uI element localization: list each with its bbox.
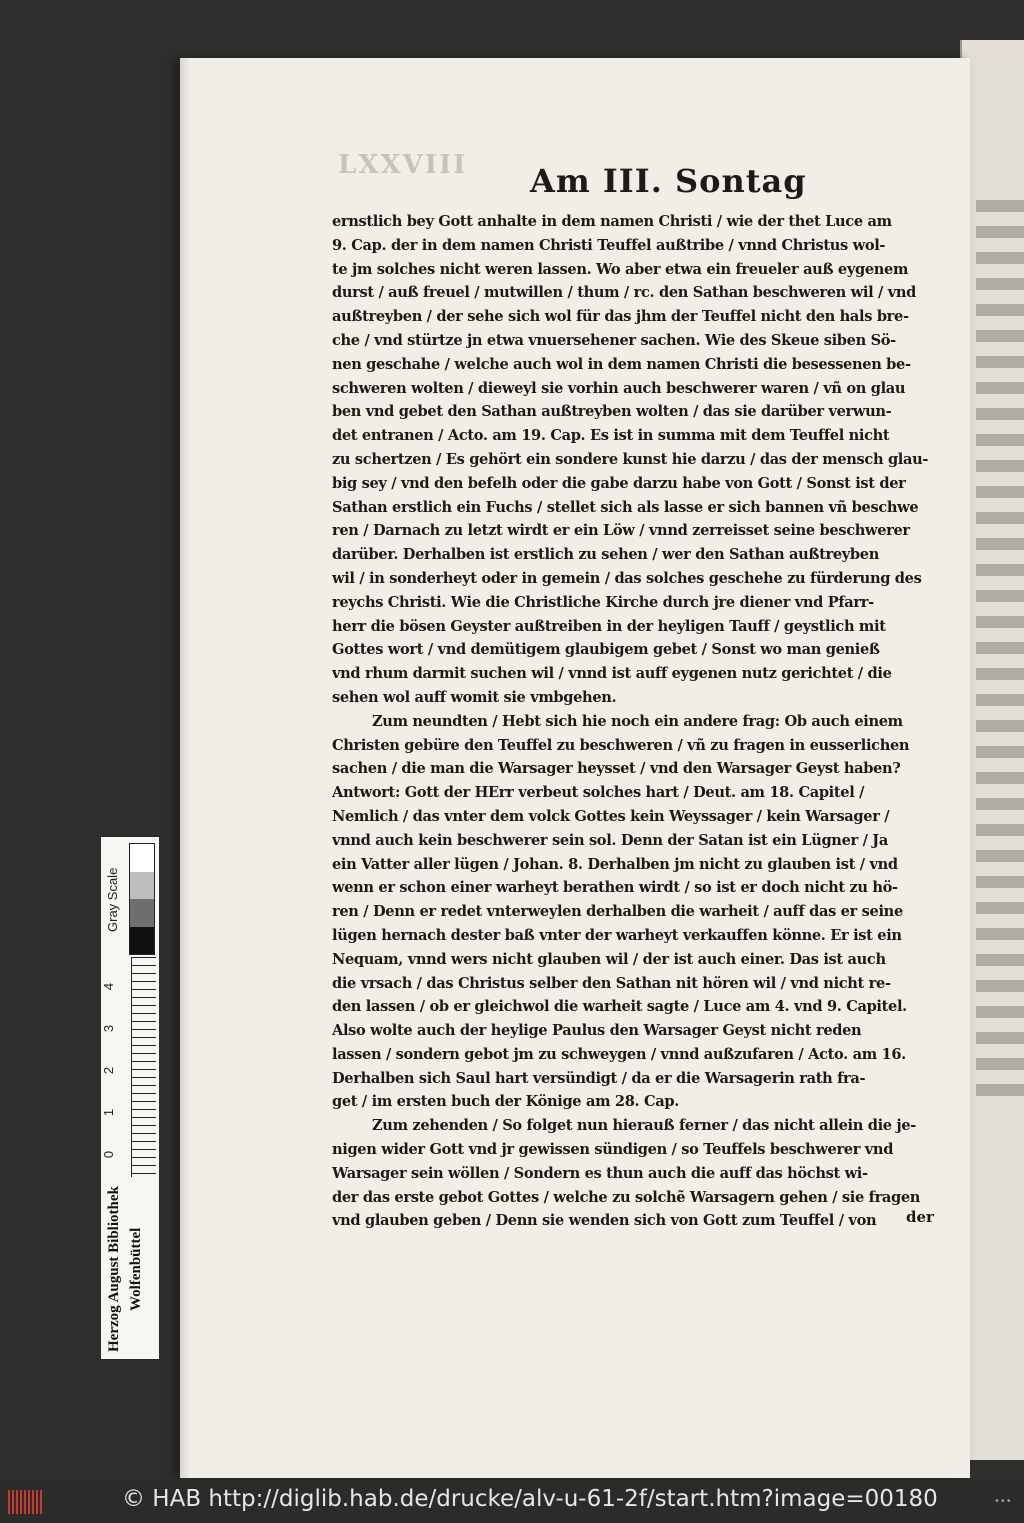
library-name bbox=[103, 1183, 157, 1355]
text-line: nen geschahe / welche auch wol in dem namen Christi die besessenen be- bbox=[332, 355, 911, 373]
text-line: lügen hernach dester baß vnter der warheyt verkauffen könne. Er ist ein bbox=[332, 926, 902, 944]
text-line: wenn er schon einer warheyt berathen wirdt / so ist er doch nicht zu hö- bbox=[332, 879, 898, 897]
scale-number: 0 bbox=[101, 1150, 117, 1159]
text-line: die vrsach / das Christus selber den Sathan nit hören wil / vnd nicht re- bbox=[332, 974, 891, 992]
text-line: che / vnd stürtze jn etwa vnuersehener sachen. Wie des Skeue siben Sö- bbox=[332, 331, 896, 349]
page-edge bbox=[180, 58, 190, 1478]
text-line: Warsager sein wöllen / Sondern es thun auch die auff das höchst wi- bbox=[332, 1164, 868, 1182]
text-line: det entranen / Acto. am 19. Cap. Es ist in summa mit dem Teuffel nicht bbox=[332, 427, 890, 445]
text-line: get / im ersten buch der Könige am 28. Cap. bbox=[332, 1093, 679, 1111]
text-line: Sathan erstlich ein Fuchs / stellet sich als lasse er sich bannen vñ beschwe bbox=[332, 498, 919, 516]
text-line: sehen wol auff womit sie vmbgehen. bbox=[332, 688, 617, 706]
page-text-block bbox=[332, 210, 947, 1233]
library-name-line2: Wolfenbüttel bbox=[128, 1227, 144, 1311]
text-line: big sey / vnd den befelh oder die gabe darzu habe von Gott / Sonst ist der bbox=[332, 474, 906, 492]
text-line: den lassen / ob er gleichwol die warheit sagte / Luce am 4. vnd 9. Capitel. bbox=[332, 998, 907, 1016]
gray-scale-swatches bbox=[129, 843, 155, 955]
text-line: Gottes wort / vnd demütigem glaubigem gebet / Sonst wo man genieß bbox=[332, 641, 880, 659]
text-line: Derhalben sich Saul hart versündigt / da er die Warsagerin rath fra- bbox=[332, 1069, 866, 1087]
text-line: 9. Cap. der in dem namen Christi Teuffel außtribe / vnnd Christus wol- bbox=[332, 236, 886, 254]
gray-scale-label: Gray Scale bbox=[105, 867, 120, 933]
text-line: herr die bösen Geyster außtreiben in der heyligen Tauff / geystlich mit bbox=[332, 617, 886, 635]
text-line: ren / Darnach zu letzt wirdt er ein Löw / vnnd zerreisset seine beschwerer bbox=[332, 522, 910, 540]
text-line: wil / in sonderheyt oder in gemein / das solches geschehe zu fürderung des bbox=[332, 569, 922, 587]
text-line: sachen / die man die Warsager heysset / vnd den Warsager Geyst haben? bbox=[332, 760, 901, 778]
text-line: Nemlich / das vnter dem volck Gottes kein Weyssager / kein Warsager / bbox=[332, 807, 890, 825]
text-line: te jm solches nicht weren lassen. Wo aber etwa ein freueler auß eygenem bbox=[332, 260, 909, 278]
text-line: Antwort: Gott der HErr verbeut solches hart / Deut. am 18. Capitel / bbox=[332, 784, 865, 802]
text-line: ben vnd gebet den Sathan außtreyben wolten / das sie darüber verwun- bbox=[332, 403, 892, 421]
text-line: darüber. Derhalben ist erstlich zu sehen / wer den Sathan außtreyben bbox=[332, 546, 879, 564]
scale-number: 2 bbox=[101, 1066, 117, 1075]
text-line: reychs Christi. Wie die Christliche Kirche durch jre diener vnd Pfarr- bbox=[332, 593, 874, 611]
text-line: vnd rhum darmit suchen wil / vnnd ist auff eygenen nutz gerichtet / die bbox=[332, 665, 892, 683]
scale-number: 3 bbox=[101, 1024, 117, 1033]
text-line: ernstlich bey Gott anhalte in dem namen Christi / wie der thet Luce am bbox=[332, 213, 892, 230]
text-line: Zum zehenden / So folget nun hierauß ferner / das nicht allein die je- bbox=[372, 1117, 917, 1135]
swatch-dark-gray bbox=[130, 899, 154, 927]
text-line: durst / auß freuel / mutwillen / thum / rc. den Sathan beschweren wil / vnd bbox=[332, 284, 916, 302]
swatch-light-gray bbox=[130, 872, 154, 900]
text-line: vnnd auch kein beschwerer sein sol. Denn der Satan ist ein Lügner / Ja bbox=[332, 831, 888, 849]
swatch-white bbox=[130, 844, 154, 872]
text-line: ein Vatter aller lügen / Johan. 8. Derhalben jm nicht zu glauben ist / vnd bbox=[332, 855, 898, 873]
color-scale-ruler bbox=[100, 836, 160, 1360]
text-line: außtreyben / der sehe sich wol für das jhm der Teuffel nicht den hals bre- bbox=[332, 308, 909, 326]
text-line: der das erste gebot Gottes / welche zu solchẽ Warsagern gehen / sie fragen bbox=[332, 1188, 921, 1206]
facing-page-text bbox=[976, 200, 1024, 1100]
text-line: schweren wolten / dieweyl sie vorhin auch beschwerer waren / vñ on glau bbox=[332, 379, 906, 397]
text-line: nigen wider Gott vnd jr gewissen sündigen / so Teuffels beschwerer vnd bbox=[332, 1141, 894, 1159]
text-line: Nequam, vnnd wers nicht glauben wil / der ist auch einer. Das ist auch bbox=[332, 950, 886, 968]
text-line: Christen gebüre den Teuffel zu beschweren / vñ zu fragen in eusserlichen bbox=[332, 736, 910, 754]
scale-number: 1 bbox=[101, 1108, 117, 1117]
hab-logo-icon bbox=[8, 1490, 44, 1514]
catchword: der bbox=[906, 1208, 934, 1226]
more-options-icon[interactable]: ••• bbox=[994, 1496, 1012, 1507]
text-line: ren / Denn er redet vnterweylen derhalben die warheit / auff das er seine bbox=[332, 903, 903, 921]
footer-bar bbox=[0, 1480, 1024, 1523]
library-name-line1: Herzog August Bibliothek bbox=[106, 1186, 122, 1352]
swatch-black bbox=[130, 927, 154, 955]
show-through-folio: LXXVIII bbox=[338, 150, 468, 180]
text-line: Zum neundten / Hebt sich hie noch ein andere frag: Ob auch einem bbox=[372, 712, 903, 730]
scale-number: 4 bbox=[101, 982, 117, 991]
copyright-link[interactable]: © HAB http://diglib.hab.de/drucke/alv-u-61-2f/start.htm?image=00180 bbox=[122, 1486, 938, 1512]
text-line: lassen / sondern gebot jm zu schweygen / vnnd außzufaren / Acto. am 16. bbox=[332, 1045, 906, 1063]
text-line: Also wolte auch der heylige Paulus den Warsager Geyst nicht reden bbox=[332, 1022, 862, 1040]
centimeter-scale bbox=[131, 957, 156, 1177]
text-line: zu schertzen / Es gehört ein sondere kunst hie darzu / das der mensch glau- bbox=[332, 450, 929, 468]
text-line: vnd glauben geben / Denn sie wenden sich von Gott zum Teuffel / von bbox=[332, 1212, 877, 1230]
page-header: Am III. Sontag bbox=[530, 162, 807, 200]
